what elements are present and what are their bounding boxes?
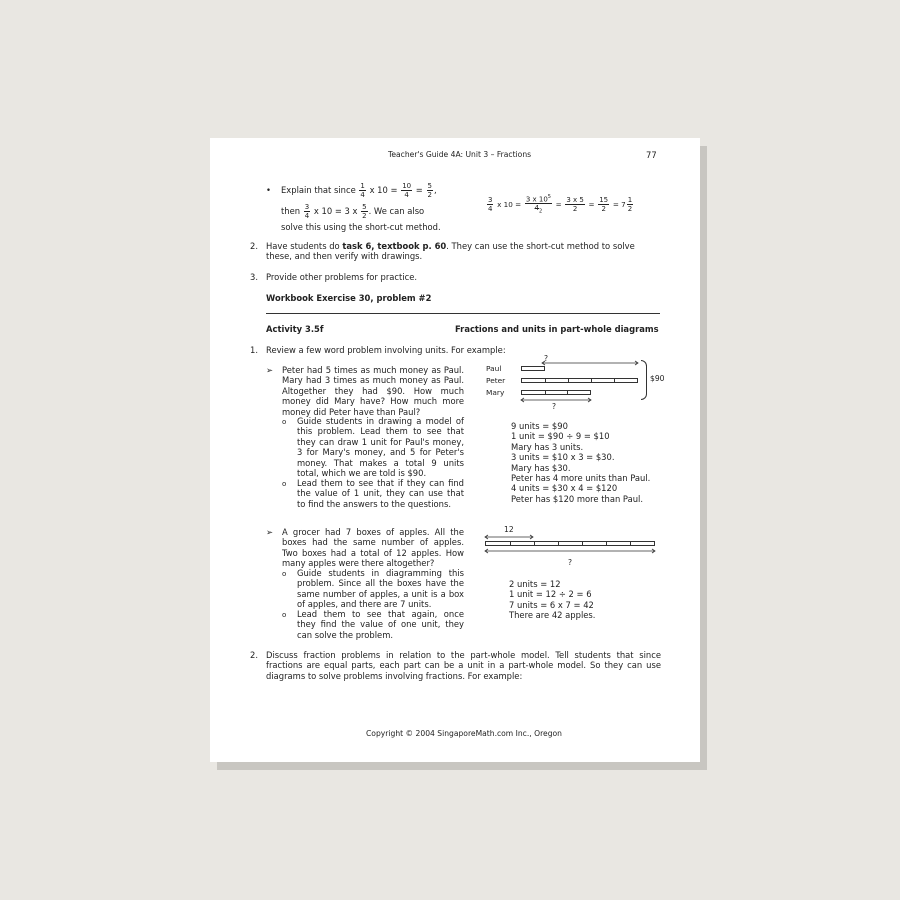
total-label: $90: [650, 374, 665, 383]
problem-2-solution: [509, 579, 595, 621]
text-line: this problem. Lead them to see that: [297, 426, 464, 437]
unit-divider: [545, 378, 546, 383]
unit-divider: [630, 541, 631, 546]
step-3-number: 3.: [250, 272, 258, 282]
problem-2-text: [282, 527, 464, 569]
activity-step-2-text: [266, 650, 661, 681]
unit-divider: [534, 541, 535, 546]
text-line: problem. Since all the boxes have the: [297, 578, 464, 589]
unit-divider: [614, 378, 615, 383]
problem-1-lead: [297, 478, 464, 509]
text-line: of apples, and there are 7 units.: [297, 599, 432, 610]
unit-divider: [510, 541, 511, 546]
unit-divider: [568, 378, 569, 383]
unit-divider: [558, 541, 559, 546]
bullet: •: [266, 185, 271, 195]
unit-divider: [582, 541, 583, 546]
text-line: diagrams to solve problems involving fractions. For example:: [266, 670, 523, 681]
text-line: money did Mary have? How much more: [282, 396, 464, 407]
label-12: 12: [504, 525, 514, 534]
total-bracket: [641, 360, 647, 400]
text-line: A grocer had 7 boxes of apples. All the: [282, 527, 464, 537]
step-3-text: Provide other problems for practice.: [266, 272, 418, 282]
text-line: Mary had 3 times as much money as Paul.: [282, 375, 464, 386]
page-number: 77: [646, 150, 657, 160]
solution-line: 7 units = 6 x 7 = 42: [509, 599, 594, 610]
unit-divider: [606, 541, 607, 546]
shortcut-calculation: $\frac{3}{4}$ x 10 = $\frac{3 x 10^5}{4_2}$ = $\frac{3 x 5}{2}$ = $\frac{15}{2}$ = 7 $\frac{1}{2}$: [488, 194, 633, 215]
sub-marker: o: [282, 418, 287, 426]
text-line: Guide students in diagramming this: [297, 568, 464, 578]
text-line: they can draw 1 unit for Paul's money,: [297, 436, 464, 447]
copyright-footer: Copyright © 2004 SingaporeMath.com Inc., Oregon: [366, 729, 562, 738]
solution-line: 9 units = $90: [511, 421, 568, 431]
sub-marker: o: [282, 611, 287, 619]
question-bottom: ?: [552, 402, 557, 411]
text-line: money. That makes a total 9 units: [297, 457, 464, 468]
bar-peter: [521, 378, 638, 383]
solution-line: 1 unit = 12 ÷ 2 = 6: [509, 589, 592, 600]
unit-divider: [545, 390, 546, 395]
text-line: many apples were there altogether?: [282, 558, 435, 569]
activity-step-1-text: Review a few word problem involving units. For example:: [266, 345, 506, 355]
text-line: to find the answers to the questions.: [297, 498, 451, 509]
solution-line: 3 units = $10 x 3 = $30.: [511, 452, 615, 463]
question-mark: ?: [568, 558, 573, 567]
activity-title: Fractions and units in part-whole diagrams: [455, 324, 659, 334]
workbook-exercise: Workbook Exercise 30, problem #2: [266, 293, 432, 303]
solution-line: 4 units = $30 x 4 = $120: [511, 483, 618, 494]
arrow-marker: ➢: [266, 527, 274, 537]
unit-divider: [567, 390, 568, 395]
section-divider: [266, 313, 660, 314]
label-peter: Peter: [486, 376, 506, 385]
solution-line: Mary has 3 units.: [511, 441, 584, 452]
bar-paul: [521, 366, 545, 371]
bar-model-diagram-1: [486, 354, 666, 420]
step-2-line-1: Have students do task 6, textbook p. 60. They can use the short-cut method to solve: [266, 241, 635, 251]
document-page: [210, 138, 700, 762]
text-line: can solve the problem.: [297, 629, 394, 640]
problem-2-guide: [297, 568, 464, 610]
bar-boxes: [485, 541, 655, 546]
text-line: Peter had 5 times as much money as Paul.: [282, 365, 464, 375]
text-line: money did Peter have than Paul?: [282, 406, 421, 417]
solution-line: Peter has $120 more than Paul.: [511, 493, 644, 504]
label-paul: Paul: [486, 364, 502, 373]
text-line: same number of apples, a unit is a box: [297, 588, 464, 599]
arrow-12: [485, 525, 660, 570]
text-line: fractions are equal parts, each part can be a unit in a part-whole model. So they can use: [266, 660, 661, 671]
text-line: boxes had the same number of apples.: [282, 537, 464, 548]
unit-divider: [591, 378, 592, 383]
arrow-top: [486, 354, 666, 420]
problem-2-lead: [297, 609, 464, 640]
text-line: Discuss fraction problems in relation to the part-whole model. Tell students that since: [266, 650, 661, 660]
solution-line: There are 42 apples.: [509, 610, 596, 621]
activity-step-2-number: 2.: [250, 650, 258, 660]
solution-line: 1 unit = $90 ÷ 9 = $10: [511, 431, 610, 442]
text-line: total, which we are told is $90.: [297, 468, 427, 479]
text-line: the value of 1 unit, they can use that: [297, 488, 464, 499]
problem-1-text: [282, 365, 464, 417]
intro-line-1: Explain that since $\frac{1}{4}$ x 10 = $\frac{10}{4}$ = $\frac{5}{2}$ ,: [281, 182, 437, 199]
intro-line-2: then $\frac{3}{4}$ x 10 = 3 x $\frac{5}{2}$ . We can also: [281, 203, 425, 220]
bar-model-diagram-2: [485, 525, 660, 570]
label-mary: Mary: [486, 388, 505, 397]
text-line: Lead them to see that again, once: [297, 609, 464, 619]
sub-marker: o: [282, 570, 287, 578]
solution-line: 2 units = 12: [509, 579, 561, 589]
text-line: 3 for Mary's money, and 5 for Peter's: [297, 447, 464, 458]
bar-mary: [521, 390, 591, 395]
text-line: Guide students in drawing a model of: [297, 416, 464, 426]
intro-line-3: solve this using the short-cut method.: [281, 222, 441, 232]
arrow-marker: ➢: [266, 365, 274, 375]
step-2-number: 2.: [250, 241, 258, 251]
text-line: Lead them to see that if they can find: [297, 478, 464, 488]
sub-marker: o: [282, 480, 287, 488]
problem-1-guide: [297, 416, 464, 478]
solution-line: Mary has $30.: [511, 462, 571, 473]
activity-label: Activity 3.5f: [266, 324, 324, 334]
text-line: they find the value of one unit, they: [297, 619, 464, 630]
problem-1-solution: [511, 421, 650, 504]
step-2-line-2: these, and then verify with drawings.: [266, 251, 423, 261]
page-header-title: Teacher's Guide 4A: Unit 3 – Fractions: [388, 150, 532, 159]
activity-step-1-number: 1.: [250, 345, 258, 355]
solution-line: Peter has 4 more units than Paul.: [511, 473, 651, 484]
text-line: Altogether they had $90. How much: [282, 385, 464, 396]
text-line: Two boxes had a total of 12 apples. How: [282, 547, 464, 558]
question-top: ?: [544, 354, 549, 363]
